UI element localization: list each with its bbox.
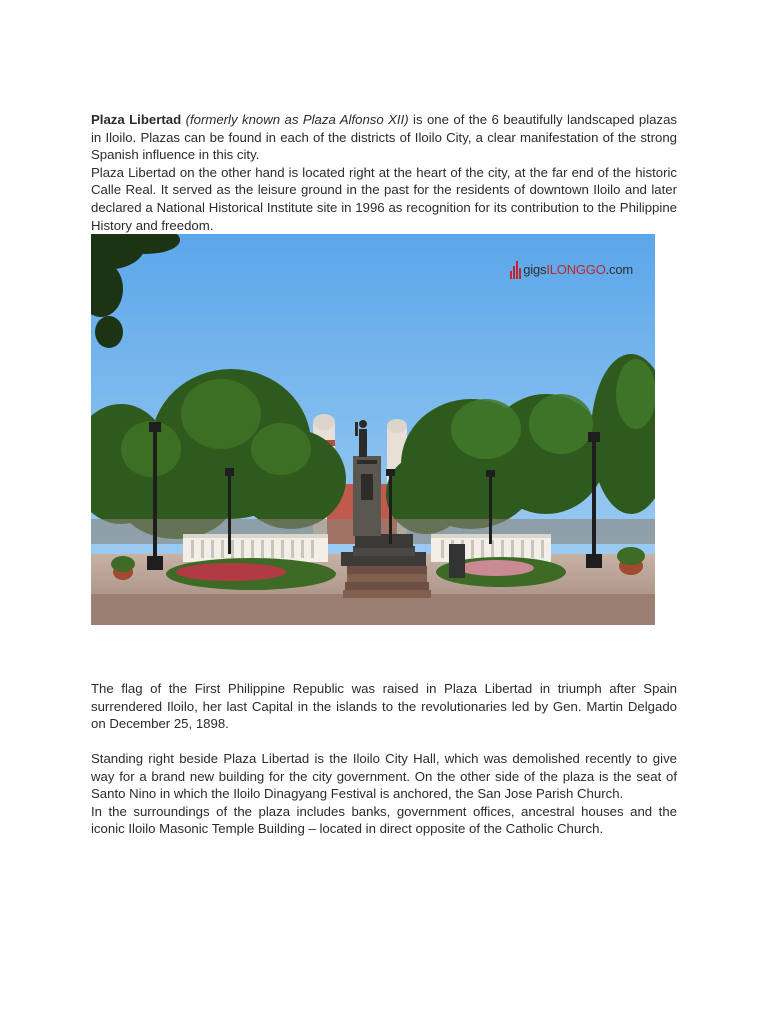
watermark-ilonggo: ILONGGO (546, 261, 606, 277)
bar-logo-icon (510, 259, 521, 279)
paragraph-flag: The flag of the First Philippine Republic was raised in Plaza Libertad in triumph after Spain surrendered Iloilo, her last Capital in the islands to the revolutionaries led by Gen. Martin Delgado on December 25, 1898. (91, 681, 677, 732)
document-page (91, 111, 677, 838)
paragraph-location: Plaza Libertad on the other hand is located right at the heart of the city, at the far end of the historic Calle Real. It served as the leisure ground in the past for the residents of downtown Iloilo and later declared a National Historical Institute site in 1996 as recognition for its contribution to the Philippine History and freedom. (91, 164, 677, 233)
plaza-title: Plaza Libertad (91, 112, 182, 127)
paragraph-city-hall: Standing right beside Plaza Libertad is the Iloilo City Hall, which was demolished recently to give way for a brand new building for the city government. On the other side of the plaza is the seat of Santo Nino in which the Iloilo Dinagyang Festival is anchored, the San Jose Parish Church. (91, 750, 677, 802)
watermark-gigs: gigs (523, 261, 547, 277)
watermark-com: .com (605, 261, 633, 277)
gigsilonggo-watermark (510, 259, 633, 279)
plaza-scene-image (91, 234, 655, 625)
paragraph-surroundings: In the surroundings of the plaza includes banks, government offices, ancestral houses and the iconic Iloilo Masonic Temple Building – located in direct opposite of the Catholic Church. (91, 803, 677, 837)
plaza-photo (91, 234, 655, 625)
intro-text: is one of the 6 beautifully landscaped plazas in Iloilo. Plazas can be found in each of the districts of Iloilo City, a clear manifestation of the strong Spanish influence in this city. (91, 112, 677, 163)
paragraph-intro (91, 111, 677, 164)
former-name: (formerly known as Plaza Alfonso XII) (185, 112, 409, 127)
